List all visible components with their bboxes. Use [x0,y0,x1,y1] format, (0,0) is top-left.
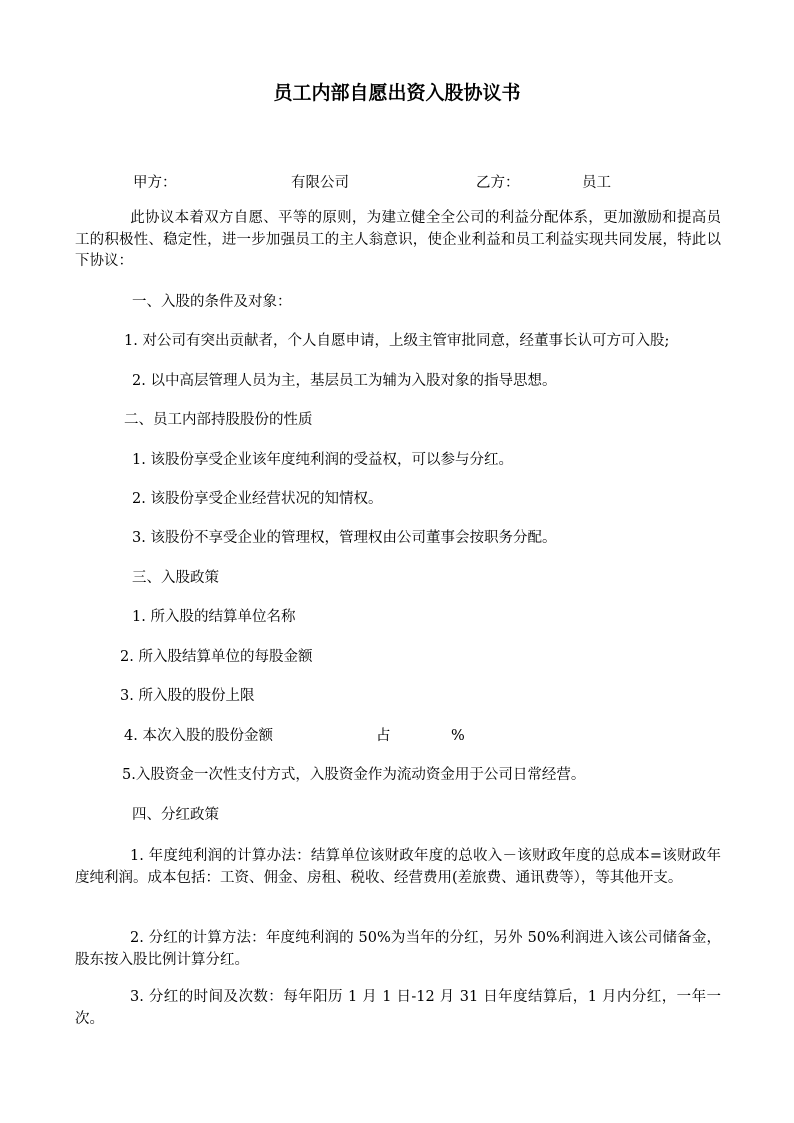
section3-item-1: 1. 所入股的结算单位名称 [132,609,296,625]
section4-item-3-text: 3. 分红的时间及次数：每年阳历 1 月 1 日-12 月 31 日年度结算后，1 月内分红，一年一次。 [75,989,721,1027]
section4-item-1 [75,846,721,889]
intro-text: 此协议本着双方自愿、平等的原则，为建立健全全公司的利益分配体系，更加激励和提高员工的积极性、稳定性，进一步加强员工的主人翁意识，使企业利益和员工利益实现共同发展，特此以下协议： [75,210,721,269]
intro-paragraph [75,208,721,273]
section2-item-3: 3. 该股份不享受企业的管理权，管理权由公司董事会按职务分配。 [132,530,557,546]
section3-item-3: 3. 所入股的股份上限 [120,688,255,704]
party-b-label: 乙方： [476,175,520,191]
section2-item-2: 2. 该股份享受企业经营状况的知情权。 [132,491,383,507]
party-a-label: 甲方： [133,175,177,191]
section4-heading: 四、分红政策 [132,807,219,823]
party-b-value: 员工 [582,175,611,191]
section3-item-5: 5.入股资金一次性支付方式，入股资金作为流动资金用于公司日常经营。 [122,767,586,783]
section1-heading: 一、入股的条件及对象： [132,294,292,310]
section1-item-2: 2. 以中高层管理人员为主，基层员工为辅为入股对象的指导思想。 [132,373,557,389]
section3-item-4-percent: % [451,728,465,744]
section3-item-4-label: 4. 本次入股的股份金额 [124,728,273,744]
section3-item-4-share: 占 [376,728,391,744]
section3-heading: 三、入股政策 [132,570,219,586]
section1-item-1: 1. 对公司有突出贡献者，个人自愿申请，上级主管审批同意，经董事长认可方可入股; [124,333,670,349]
section3-item-2: 2. 所入股结算单位的每股金额 [120,649,313,665]
party-a-value: 有限公司 [291,175,349,191]
document-title: 员工内部自愿出资入股协议书 [273,82,521,104]
section4-item-1-text: 1. 年度纯利润的计算办法：结算单位该财政年度的总收入－该财政年度的总成本=该财政年度纯利润。成本包括：工资、佣金、房租、税收、经营费用(差旅费、通讯费等），等其他开支。 [75,848,721,886]
section4-item-3 [75,987,721,1030]
section2-heading: 二、员工内部持股股份的性质 [124,412,313,428]
section4-item-2 [75,928,721,971]
section4-item-2-text: 2. 分红的计算方法：年度纯利润的 50%为当年的分红，另外 50%利润进入该公司储备金，股东按入股比例计算分红。 [75,930,721,968]
section2-item-1: 1. 该股份享受企业该年度纯利润的受益权，可以参与分红。 [132,452,513,468]
